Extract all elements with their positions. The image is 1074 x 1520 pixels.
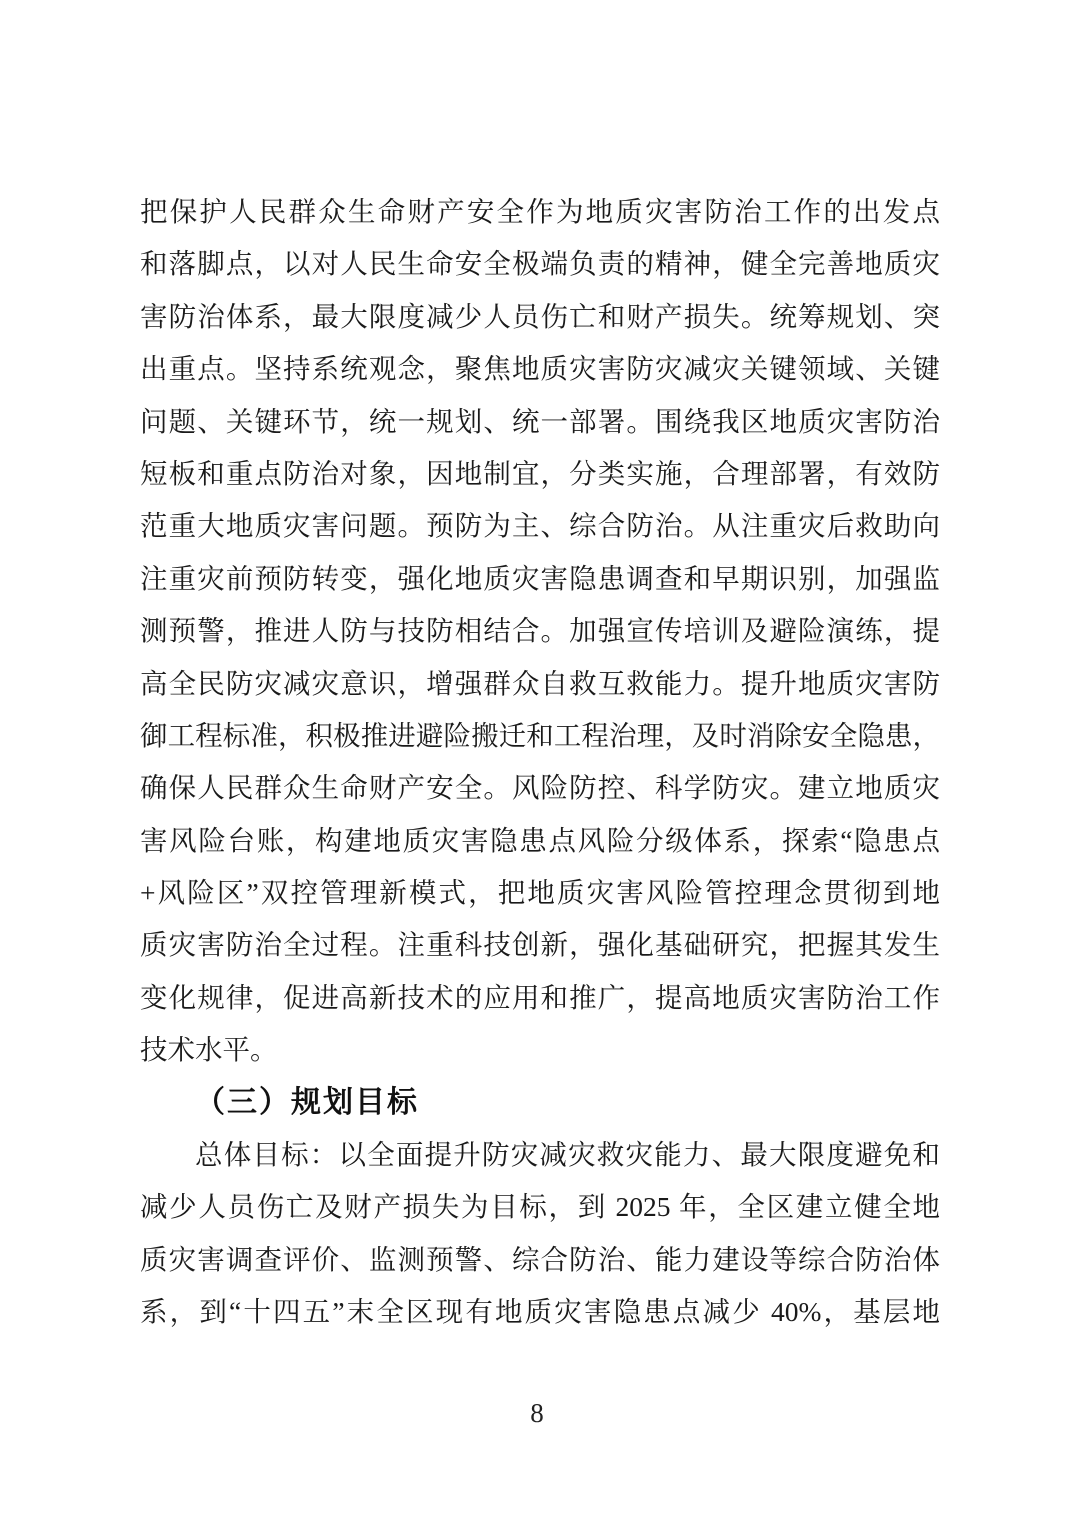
section-heading: （三）规划目标 — [195, 1085, 419, 1119]
page-footer — [0, 1398, 1074, 1429]
text-line: 系，到“十四五”末全区现有地质灾害隐患点减少 40%，基层地 — [140, 1296, 940, 1328]
text-line: 质灾害防治全过程。注重科技创新，强化基础研究，把握其发生 — [140, 929, 940, 961]
text-line: 质灾害调查评价、监测预警、综合防治、能力建设等综合防治体 — [140, 1243, 940, 1275]
text-line: 把保护人民群众生命财产安全作为地质灾害防治工作的出发点 — [140, 196, 940, 227]
text-line: 问题、关键环节，统一规划、统一部署。围绕我区地质灾害防治 — [140, 405, 940, 437]
text-line: 害风险台账，构建地质灾害隐患点风险分级体系，探索“隐患点 — [140, 824, 940, 856]
text-line: 总体目标：以全面提升防灾减灾救灾能力、最大限度避免和 — [195, 1139, 940, 1171]
text-line: 和落脚点，以对人民生命安全极端负责的精神，健全完善地质灾 — [140, 248, 940, 280]
text-line: 技术水平。 — [140, 1034, 278, 1066]
text-line: 范重大地质灾害问题。预防为主、综合防治。从注重灾后救助向 — [140, 510, 940, 542]
page-number: 8 — [530, 1398, 544, 1428]
text-line: 变化规律，促进高新技术的应用和推广，提高地质灾害防治工作 — [140, 981, 940, 1013]
text-line: 害防治体系，最大限度减少人员伤亡和财产损失。统筹规划、突 — [140, 300, 940, 332]
document-body — [140, 186, 940, 1339]
text-line: 注重灾前预防转变，强化地质灾害隐患调查和早期识别，加强监 — [140, 562, 940, 594]
text-line: 出重点。坚持系统观念，聚焦地质灾害防灾减灾关键领域、关键 — [140, 353, 940, 385]
text-line: 短板和重点防治对象，因地制宜，分类实施，合理部署，有效防 — [140, 457, 940, 489]
text-line: +风险区”双控管理新模式，把地质灾害风险管控理念贯彻到地 — [140, 877, 940, 909]
text-line: 高全民防灾减灾意识，增强群众自救互救能力。提升地质灾害防 — [140, 667, 940, 699]
text-line: 测预警，推进人防与技防相结合。加强宣传培训及避险演练，提 — [140, 615, 940, 647]
text-line: 减少人员伤亡及财产损失为目标，到 2025 年，全区建立健全地 — [140, 1191, 940, 1223]
text-line: 确保人民群众生命财产安全。风险防控、科学防灾。建立地质灾 — [140, 772, 940, 804]
text-line: 御工程标准，积极推进避险搬迁和工程治理，及时消除安全隐患， — [140, 719, 940, 751]
